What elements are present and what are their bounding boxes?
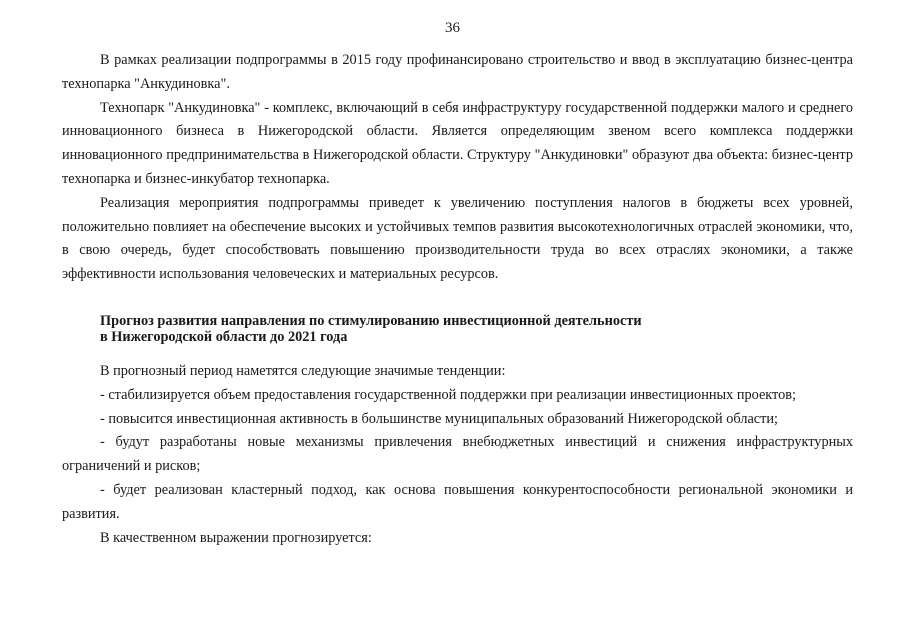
list-item-cluster-approach: - будет реализован кластерный подход, как основа повышения конкурентоспособности региональной экономики и развития.	[62, 481, 853, 522]
paragraph-subprogram-effects: Реализация мероприятия подпрограммы приведет к увеличению поступления налогов в бюджеты всех уровней, положительно повлияет на обеспечение высоких и устойчивых темпов развития высокотехнологичных отраслей экономики, что, в свою очередь, будет способствовать повышению производительности труда во всех отраслях экономики, а также эффективности использования человеческих и материальных ресурсов.	[62, 194, 853, 283]
paragraph-technopark-description: Технопарк "Анкудиновка" - комплекс, включающий в себя инфраструктуру государственной поддержки малого и среднего инновационного бизнеса в Нижегородской области. Является определяющим звеном всего комплекса поддержки инновационного предпринимательства в Нижегородской области. Структуру "Анкудиновки" образуют два объекта: бизнес-центр технопарка и бизнес-инкубатор технопарка.	[62, 99, 853, 187]
section-heading-line-1: Прогноз развития направления по стимулированию инвестиционной деятельности	[100, 312, 642, 329]
list-item-state-support: - стабилизируется объем предоставления государственной поддержки при реализации инвестиционных проектов;	[100, 386, 796, 403]
paragraph-qualitative-forecast: В качественном выражении прогнозируется:	[100, 529, 372, 546]
paragraph-trends-intro: В прогнозный период наметятся следующие значимые тенденции:	[100, 362, 506, 379]
list-item-new-mechanisms: - будут разработаны новые механизмы привлечения внебюджетных инвестиций и снижения инфраструктурных ограничений и рисков;	[62, 434, 853, 475]
section-heading-line-2: в Нижегородской области до 2021 года	[100, 329, 348, 346]
paragraph-business-center: В рамках реализации подпрограммы в 2015 году профинансировано строительство и ввод в эксплуатацию бизнес-центра технопарка "Анкудиновка".	[62, 52, 853, 92]
page-number: 36	[445, 20, 460, 36]
section-heading	[62, 313, 853, 346]
document-body	[62, 49, 853, 550]
list-item-investment-activity: - повысится инвестиционная активность в большинстве муниципальных образований Нижегородской области;	[100, 410, 779, 427]
